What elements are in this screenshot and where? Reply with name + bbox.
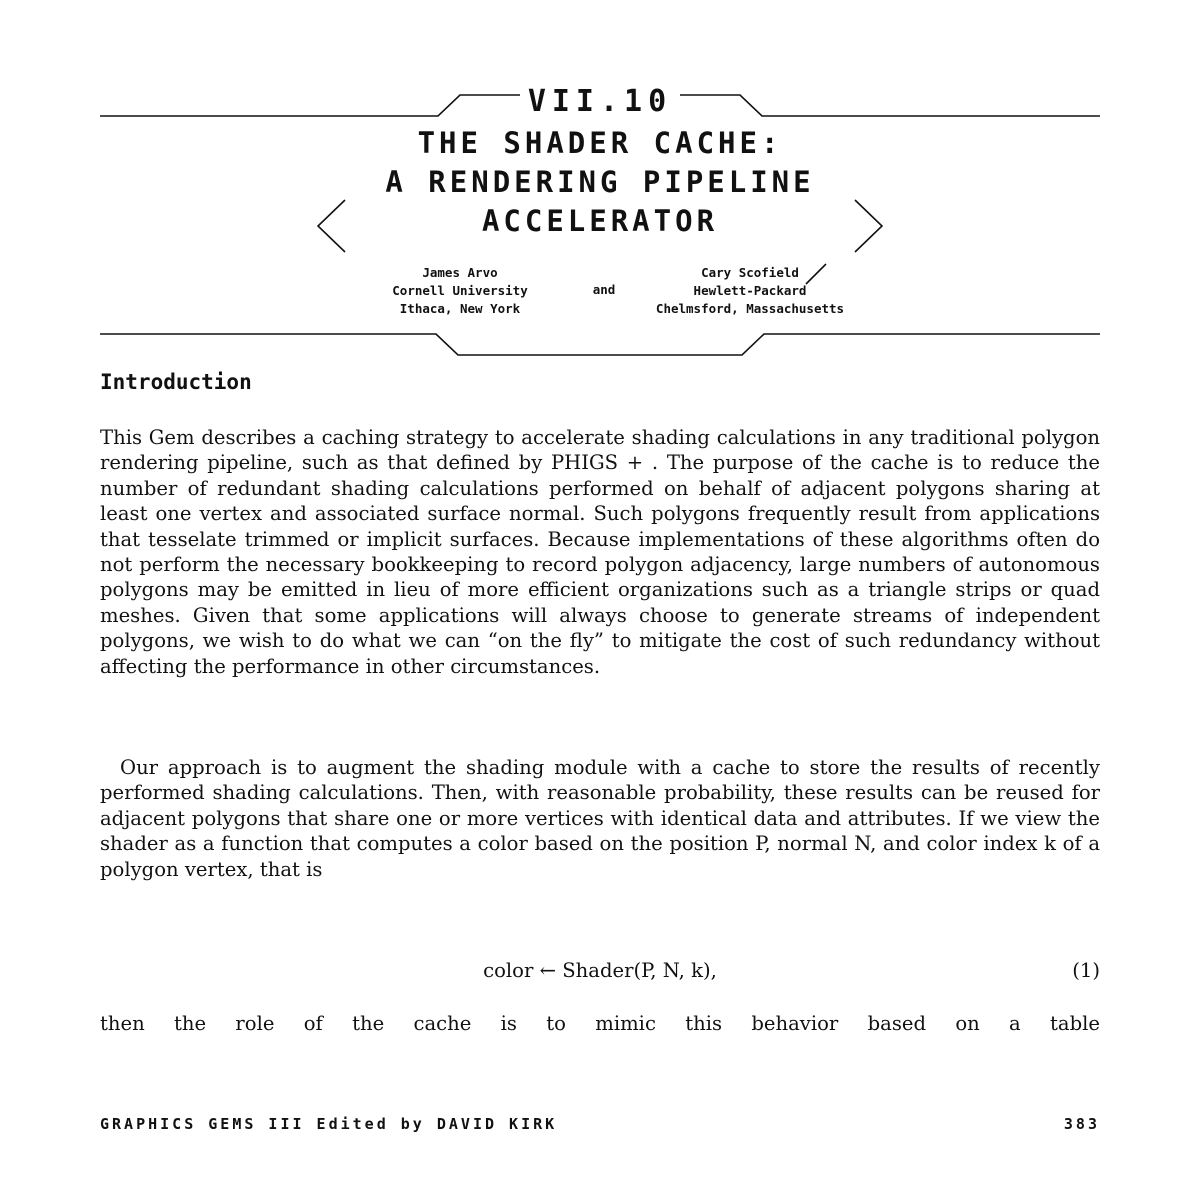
title-line-3: ACCELERATOR <box>481 204 719 238</box>
author-location: Ithaca, New York <box>399 301 521 316</box>
author-block-scofield <box>600 264 900 318</box>
author-affiliation: Hewlett-Packard <box>693 283 807 298</box>
title-line-1: THE SHADER CACHE: <box>417 126 783 160</box>
author-block-arvo <box>360 264 560 318</box>
running-footer: GRAPHICS GEMS III Edited by DAVID KIRK <box>100 1115 558 1133</box>
paragraph-1: This Gem describes a caching strategy to accelerate shading calculations in any traditional polygon rendering pipeline, such as that defined by PHIGS + . The purpose of the cache is to reduce the number of redundant shading calculations performed on behalf of adjacent polygons sharing at least one vertex and associated surface normal. Such polygons frequently result from applications that tesselate trimmed or implicit surfaces. Because implementations of these algorithms often do not perform the necessary bookkeeping to record polygon adjacency, large numbers of autonomous polygons may be emitted in lieu of more efficient organizations such as a triangle strips or quad meshes. Given that some applications will always choose to generate streams of independent polygons, we wish to do what we can “on the fly” to mitigate the cost of such redundancy without affecting the performance in other circumstances. <box>100 426 1100 678</box>
equation-body: color ← Shader(P, N, k), <box>483 959 717 982</box>
author-affiliation: Cornell University <box>392 283 528 298</box>
chapter-number: VII.10 <box>527 84 673 119</box>
author-location: Chelmsford, Massachusetts <box>655 301 845 316</box>
section-heading: Introduction <box>100 370 252 394</box>
authors-joiner: and <box>592 282 616 297</box>
paragraph-continuation: then the role of the cache is to mimic this behavior based on a table <box>100 1012 1100 1035</box>
frame-bottom-rule <box>100 334 1100 355</box>
title-line-2: A RENDERING PIPELINE <box>385 165 815 199</box>
author-name: James Arvo <box>422 265 498 280</box>
page-number: 383 <box>1063 1115 1100 1133</box>
equation-1 <box>100 959 1100 987</box>
paragraph-2: Our approach is to augment the shading module with a cache to store the results of recently performed shading calculations. Then, with reasonable probability, these results can be reused for adjacent polygons that share one or more vertices with identical data and attributes. If we view the shader as a function that computes a color based on the position P, normal N, and color index k of a polygon vertex, that is <box>100 756 1100 881</box>
author-name: Cary Scofield <box>701 265 799 280</box>
equation-number: (1) <box>1072 959 1100 982</box>
